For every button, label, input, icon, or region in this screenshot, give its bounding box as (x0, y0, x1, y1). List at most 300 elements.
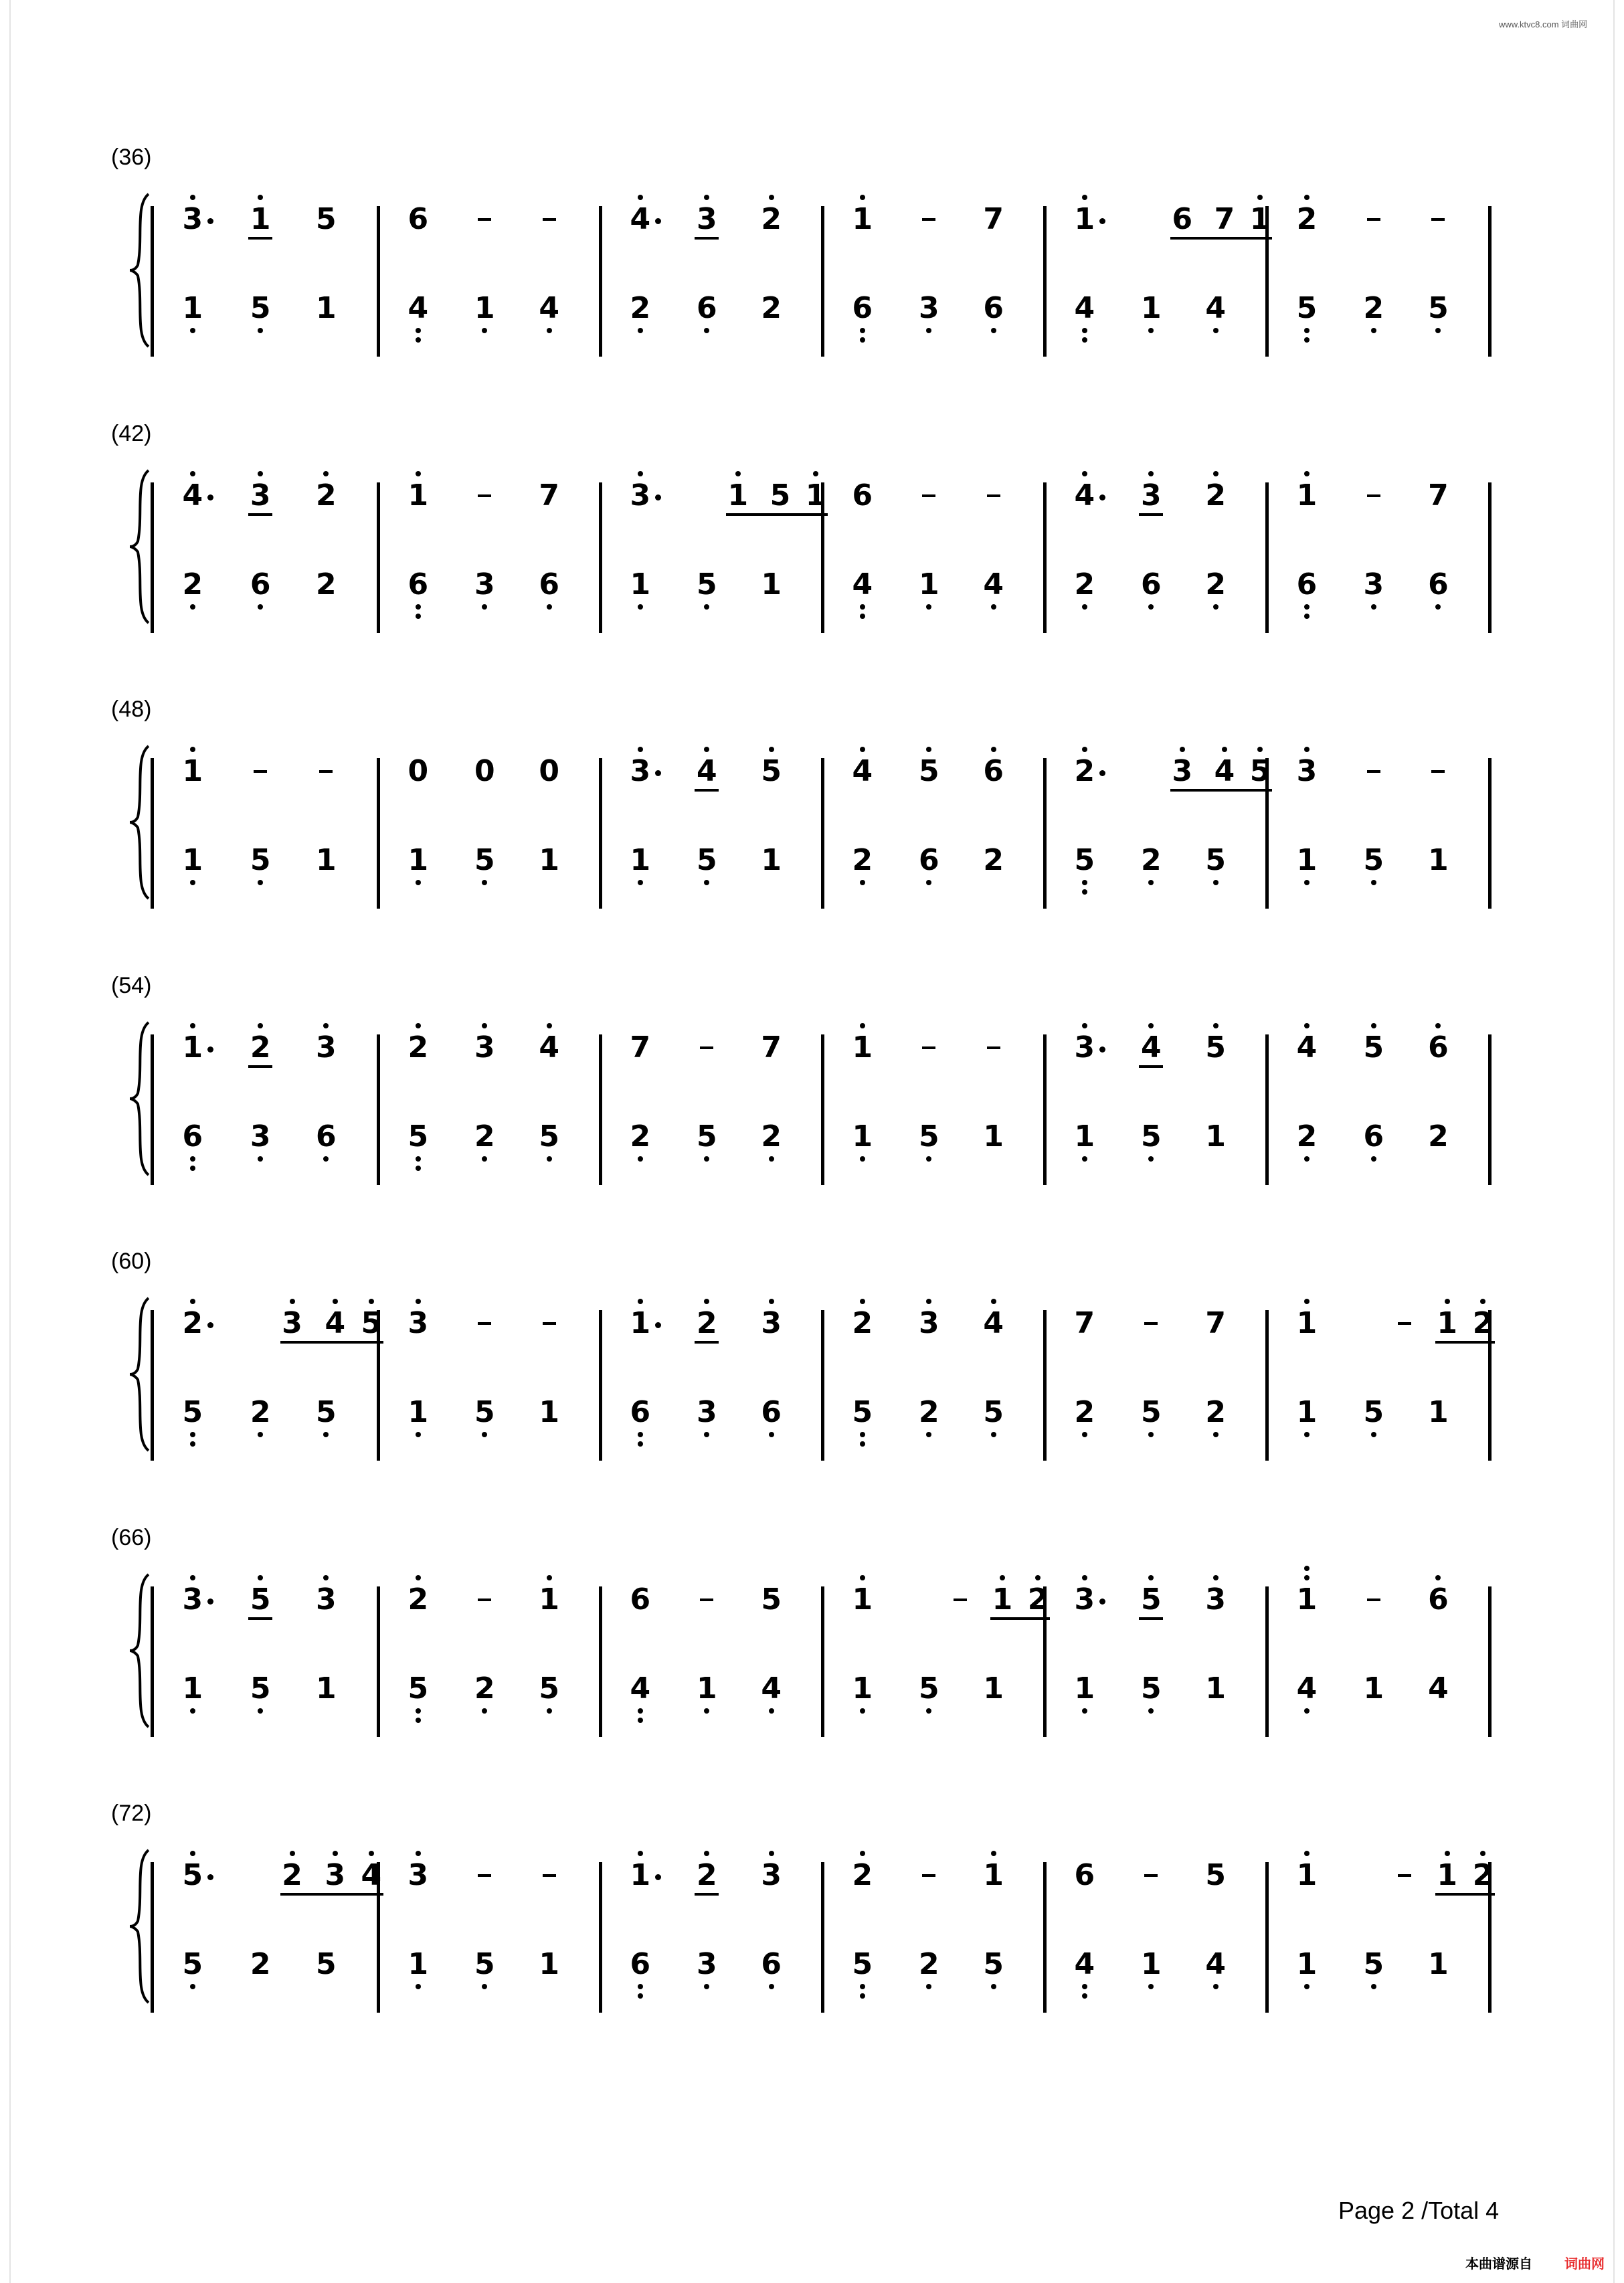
note-digit: 5 (852, 1395, 873, 1429)
jianpu-note (1071, 1031, 1098, 1065)
octave-up-dot (258, 1575, 263, 1580)
note-digit: 1 (1363, 1671, 1384, 1706)
jianpu-note (312, 1396, 339, 1429)
jianpu-note (758, 1583, 785, 1617)
note-digit: 2 (1074, 567, 1095, 602)
octave-up-dot (333, 1851, 338, 1856)
jianpu-note (758, 1396, 785, 1429)
augmentation-dot (655, 218, 661, 224)
barline (377, 206, 380, 357)
octave-up-dot (1082, 747, 1087, 752)
note-digit: 2 (1296, 202, 1318, 236)
jianpu-note (1425, 1120, 1451, 1154)
octave-down-dot (258, 604, 263, 610)
jianpu-note (179, 1672, 206, 1706)
note-digit: 2 (761, 202, 782, 236)
note-digit: 5 (697, 1119, 717, 1154)
barline (377, 482, 380, 633)
jianpu-note (693, 1672, 720, 1706)
octave-up-dot (1445, 1299, 1450, 1304)
jianpu-note (627, 1672, 654, 1706)
note-digit: 1 (1249, 202, 1271, 236)
jianpu-note (536, 568, 563, 602)
sustain-dash (1367, 1599, 1380, 1601)
jianpu-note (915, 1396, 942, 1429)
octave-up-dot (416, 1851, 421, 1856)
note-digit: 1 (852, 202, 873, 236)
augmentation-dot (207, 494, 213, 500)
note-digit: 2 (282, 1858, 302, 1892)
note-digit: 6 (408, 567, 429, 602)
jianpu-note (1169, 755, 1196, 788)
note-digit: 4 (983, 567, 1004, 602)
note-digit: 1 (727, 478, 749, 513)
note-digit: 6 (1428, 1582, 1449, 1617)
octave-up-dot (769, 747, 774, 752)
note-digit: 5 (408, 1671, 429, 1706)
barline (377, 1034, 380, 1185)
jianpu-note (989, 1583, 1016, 1617)
note-digit: 1 (182, 1030, 203, 1065)
octave-up-dot (416, 1299, 421, 1304)
note-digit: 6 (1141, 567, 1162, 602)
note-digit: 5 (315, 202, 337, 236)
note-digit: 7 (1074, 1306, 1095, 1340)
octave-up-dot (190, 1851, 195, 1856)
jianpu-note (849, 1859, 876, 1892)
eighth-note-underline (990, 1617, 1050, 1620)
octave-up-dot (1304, 1566, 1310, 1571)
sustain-dash (478, 1874, 491, 1877)
note-digit: 1 (630, 843, 651, 877)
octave-up-dot (1480, 1299, 1485, 1304)
note-digit: 4 (630, 1671, 651, 1706)
note-digit: 6 (697, 291, 717, 325)
note-digit: 2 (1205, 1395, 1226, 1429)
jianpu-note (980, 1859, 1007, 1892)
octave-up-dot (323, 1575, 329, 1580)
octave-down-dot (1082, 604, 1087, 610)
octave-down-dot (704, 1708, 709, 1714)
note-digit: 1 (474, 291, 495, 325)
jianpu-note (725, 479, 751, 513)
octave-up-dot (1082, 471, 1087, 476)
jianpu-note (312, 203, 339, 236)
octave-up-dot (991, 747, 996, 752)
measure-number-label: (66) (111, 1524, 152, 1550)
note-digit: 5 (539, 1671, 559, 1706)
sustain-dash (478, 1599, 491, 1601)
jianpu-note (1425, 1583, 1451, 1617)
jianpu-note (1071, 1396, 1098, 1429)
jianpu-note (247, 1120, 274, 1154)
note-digit: 3 (315, 1582, 337, 1617)
note-digit: 1 (992, 1582, 1013, 1617)
barline (1488, 206, 1492, 357)
augmentation-dot (207, 1322, 213, 1328)
note-digit: 2 (983, 843, 1004, 877)
note-digit: 2 (1027, 1582, 1049, 1617)
jianpu-note (312, 292, 339, 325)
octave-down-dot (258, 1432, 263, 1437)
note-digit: 1 (852, 1671, 873, 1706)
note-digit: 1 (1074, 202, 1095, 236)
jianpu-note (915, 568, 942, 602)
octave-down-dot (416, 1984, 421, 1989)
jianpu-note (312, 1120, 339, 1154)
jianpu-note (980, 1396, 1007, 1429)
octave-down-dot (416, 1718, 421, 1723)
note-digit: 6 (852, 478, 873, 513)
note-digit: 1 (539, 843, 559, 877)
note-digit: 2 (182, 567, 203, 602)
note-digit: 3 (919, 291, 939, 325)
barline (1043, 482, 1047, 633)
note-digit: 1 (852, 1119, 873, 1154)
octave-up-dot (1035, 1575, 1041, 1580)
jianpu-note (849, 1031, 876, 1065)
jianpu-note (915, 1120, 942, 1154)
note-digit: 1 (539, 1947, 559, 1981)
sustain-dash (1367, 218, 1380, 221)
note-digit: 4 (1205, 291, 1226, 325)
jianpu-note (693, 844, 720, 877)
jianpu-note (1071, 844, 1098, 877)
note-digit: 4 (1296, 1671, 1318, 1706)
octave-down-dot (991, 328, 996, 333)
octave-down-dot (482, 880, 487, 885)
note-digit: 5 (852, 1947, 873, 1981)
note-digit: 1 (1074, 1671, 1095, 1706)
note-digit: 4 (852, 754, 873, 788)
augmentation-dot (1099, 1599, 1105, 1605)
jianpu-note (758, 1948, 785, 1981)
jianpu-note (405, 755, 432, 788)
note-digit: 6 (1428, 1030, 1449, 1065)
barline (377, 758, 380, 909)
jianpu-note (1425, 568, 1451, 602)
augmentation-dot (1099, 770, 1105, 776)
note-digit: 1 (315, 1671, 337, 1706)
barline (1488, 1586, 1492, 1737)
jianpu-note (1071, 292, 1098, 325)
jianpu-note (980, 1120, 1007, 1154)
jianpu-note (179, 1031, 206, 1065)
note-digit: 1 (539, 1395, 559, 1429)
sustain-dash (478, 494, 491, 497)
octave-up-dot (416, 471, 421, 476)
octave-down-dot (190, 1441, 195, 1447)
augmentation-dot (1099, 218, 1105, 224)
note-digit: 4 (1214, 754, 1235, 788)
octave-down-dot (190, 1156, 195, 1162)
octave-up-dot (1082, 195, 1087, 200)
note-digit: 1 (805, 478, 826, 513)
octave-down-dot (926, 1432, 931, 1437)
jianpu-note (1202, 1120, 1229, 1154)
octave-up-dot (638, 471, 643, 476)
jianpu-note (693, 1396, 720, 1429)
octave-down-dot (860, 880, 865, 885)
note-digit: 2 (250, 1395, 271, 1429)
jianpu-note (1293, 203, 1320, 236)
jianpu-note (1138, 292, 1164, 325)
jianpu-note (322, 1307, 349, 1340)
note-digit: 3 (474, 567, 495, 602)
note-digit: 7 (1205, 1306, 1226, 1340)
note-digit: 1 (1074, 1119, 1095, 1154)
octave-down-dot (547, 1156, 552, 1162)
octave-up-dot (482, 1023, 487, 1028)
jianpu-note (1360, 844, 1387, 877)
jianpu-note (627, 1859, 654, 1892)
jianpu-note (758, 1307, 785, 1340)
eighth-note-underline (1139, 513, 1163, 516)
octave-down-dot (1304, 337, 1310, 343)
octave-down-dot (1082, 1993, 1087, 1999)
measure-number-label: (42) (111, 420, 152, 446)
note-digit: 1 (1437, 1858, 1458, 1892)
augmentation-dot (207, 1599, 213, 1605)
note-digit: 2 (761, 291, 782, 325)
note-digit: 4 (630, 202, 651, 236)
octave-up-dot (258, 471, 263, 476)
octave-down-dot (1304, 1984, 1310, 1989)
jianpu-note (536, 1583, 563, 1617)
octave-down-dot (860, 328, 865, 333)
octave-down-dot (323, 1156, 329, 1162)
sustain-dash (1431, 770, 1445, 773)
note-digit: 5 (408, 1119, 429, 1154)
octave-up-dot (1213, 1575, 1219, 1580)
octave-down-dot (416, 1156, 421, 1162)
octave-up-dot (926, 1299, 931, 1304)
octave-up-dot (333, 1299, 338, 1304)
octave-down-dot (1435, 604, 1441, 610)
note-digit: 5 (1296, 291, 1318, 325)
octave-up-dot (323, 1023, 329, 1028)
jianpu-note (1360, 1120, 1387, 1154)
octave-down-dot (416, 880, 421, 885)
note-digit: 5 (1363, 843, 1384, 877)
octave-down-dot (1304, 1708, 1310, 1714)
jianpu-note (536, 479, 563, 513)
barline (821, 1862, 824, 2013)
octave-down-dot (1148, 880, 1154, 885)
note-digit: 4 (1074, 291, 1095, 325)
octave-up-dot (547, 1023, 552, 1028)
note-digit: 3 (761, 1858, 782, 1892)
octave-down-dot (1148, 1708, 1154, 1714)
jianpu-note (405, 568, 432, 602)
barline (599, 482, 602, 633)
jianpu-note (471, 1031, 498, 1065)
jianpu-note (1293, 1307, 1320, 1340)
octave-down-dot (482, 1156, 487, 1162)
jianpu-note (1138, 1583, 1164, 1617)
octave-down-dot (1304, 614, 1310, 619)
note-digit: 6 (761, 1947, 782, 1981)
octave-up-dot (860, 195, 865, 200)
jianpu-note (358, 1307, 385, 1340)
jianpu-note (980, 755, 1007, 788)
octave-down-dot (258, 880, 263, 885)
octave-up-dot (1435, 1575, 1441, 1580)
note-digit: 3 (1141, 478, 1162, 513)
octave-down-dot (926, 328, 931, 333)
note-digit: 2 (852, 1306, 873, 1340)
octave-up-dot (190, 747, 195, 752)
note-digit: 1 (919, 567, 939, 602)
barline (821, 1586, 824, 1737)
octave-down-dot (926, 1708, 931, 1714)
octave-down-dot (638, 604, 643, 610)
octave-down-dot (1435, 328, 1441, 333)
jianpu-note (915, 1307, 942, 1340)
octave-down-dot (258, 328, 263, 333)
note-digit: 2 (919, 1395, 939, 1429)
note-digit: 1 (315, 843, 337, 877)
note-digit: 7 (983, 202, 1004, 236)
jianpu-note (247, 1672, 274, 1706)
octave-down-dot (769, 1984, 774, 1989)
octave-down-dot (190, 880, 195, 885)
sustain-dash (954, 1599, 967, 1601)
jianpu-note (247, 292, 274, 325)
barline (1043, 1862, 1047, 2013)
note-digit: 1 (1141, 291, 1162, 325)
octave-down-dot (860, 604, 865, 610)
note-digit: 5 (1141, 1119, 1162, 1154)
octave-up-dot (1148, 471, 1154, 476)
octave-up-dot (1257, 747, 1263, 752)
jianpu-note (758, 1031, 785, 1065)
jianpu-note (849, 568, 876, 602)
jianpu-note (1138, 1672, 1164, 1706)
jianpu-note (179, 203, 206, 236)
octave-down-dot (416, 614, 421, 619)
jianpu-note (1169, 203, 1196, 236)
jianpu-note (627, 203, 654, 236)
jianpu-note (312, 1031, 339, 1065)
sustain-dash (922, 218, 935, 221)
note-digit: 1 (1428, 1395, 1449, 1429)
barline (1488, 482, 1492, 633)
augmentation-dot (207, 218, 213, 224)
octave-down-dot (190, 604, 195, 610)
jianpu-note (1202, 568, 1229, 602)
octave-up-dot (1000, 1575, 1005, 1580)
jianpu-note (1071, 568, 1098, 602)
jianpu-note (1202, 292, 1229, 325)
note-digit: 5 (1141, 1582, 1162, 1617)
note-digit: 4 (697, 754, 717, 788)
jianpu-note (1138, 1120, 1164, 1154)
barline (599, 758, 602, 909)
octave-down-dot (926, 1156, 931, 1162)
jianpu-note (802, 479, 829, 513)
sustain-dash (1398, 1874, 1411, 1877)
octave-down-dot (1304, 1432, 1310, 1437)
augmentation-dot (655, 770, 661, 776)
jianpu-note (179, 1583, 206, 1617)
note-digit: 5 (983, 1947, 1004, 1981)
note-digit: 3 (182, 1582, 203, 1617)
augmentation-dot (207, 1874, 213, 1880)
jianpu-note (179, 755, 206, 788)
jianpu-note (849, 1672, 876, 1706)
octave-down-dot (1213, 604, 1219, 610)
octave-up-dot (1304, 1851, 1310, 1856)
jianpu-note (758, 844, 785, 877)
note-digit: 6 (630, 1395, 651, 1429)
note-digit: 4 (361, 1858, 382, 1892)
jianpu-note (1202, 844, 1229, 877)
note-digit: 6 (919, 843, 939, 877)
octave-down-dot (1082, 1156, 1087, 1162)
jianpu-note (471, 1948, 498, 1981)
note-digit: 3 (474, 1030, 495, 1065)
barline (1043, 1310, 1047, 1461)
system-start-barline (151, 482, 154, 633)
octave-down-dot (860, 1432, 865, 1437)
jianpu-note (247, 844, 274, 877)
octave-down-dot (860, 1708, 865, 1714)
sustain-dash (1144, 1874, 1158, 1877)
eighth-note-underline (248, 513, 272, 516)
jianpu-note (758, 1672, 785, 1706)
note-digit: 6 (250, 567, 271, 602)
note-digit: 6 (1074, 1858, 1095, 1892)
note-digit: 4 (539, 291, 559, 325)
score-system (0, 146, 1624, 347)
jianpu-note (405, 1031, 432, 1065)
note-digit: 1 (408, 478, 429, 513)
note-digit: 5 (770, 478, 791, 513)
jianpu-note (1293, 568, 1320, 602)
octave-down-dot (1148, 604, 1154, 610)
note-digit: 3 (1074, 1030, 1095, 1065)
jianpu-note (1071, 1948, 1098, 1981)
octave-up-dot (1222, 747, 1227, 752)
note-digit: 1 (1296, 1582, 1318, 1617)
octave-up-dot (290, 1299, 295, 1304)
note-digit: 5 (539, 1119, 559, 1154)
page-number: Page 2 /Total 4 (1338, 2197, 1500, 2224)
jianpu-note (693, 1859, 720, 1892)
jianpu-note (1202, 1859, 1229, 1892)
jianpu-note (1071, 479, 1098, 513)
jianpu-note (1434, 1307, 1461, 1340)
jianpu-note (405, 1307, 432, 1340)
note-digit: 1 (1141, 1947, 1162, 1981)
jianpu-note (627, 1583, 654, 1617)
jianpu-note (312, 1672, 339, 1706)
note-digit: 1 (1296, 843, 1318, 877)
jianpu-note (247, 1396, 274, 1429)
note-digit: 2 (1363, 291, 1384, 325)
octave-down-dot (638, 1156, 643, 1162)
jianpu-note (849, 844, 876, 877)
eighth-note-underline (1139, 1617, 1163, 1620)
augmentation-dot (655, 1874, 661, 1880)
jianpu-note (312, 1583, 339, 1617)
jianpu-note (1024, 1583, 1051, 1617)
jianpu-note (758, 1120, 785, 1154)
octave-down-dot (769, 1156, 774, 1162)
octave-down-dot (926, 604, 931, 610)
octave-up-dot (926, 747, 931, 752)
